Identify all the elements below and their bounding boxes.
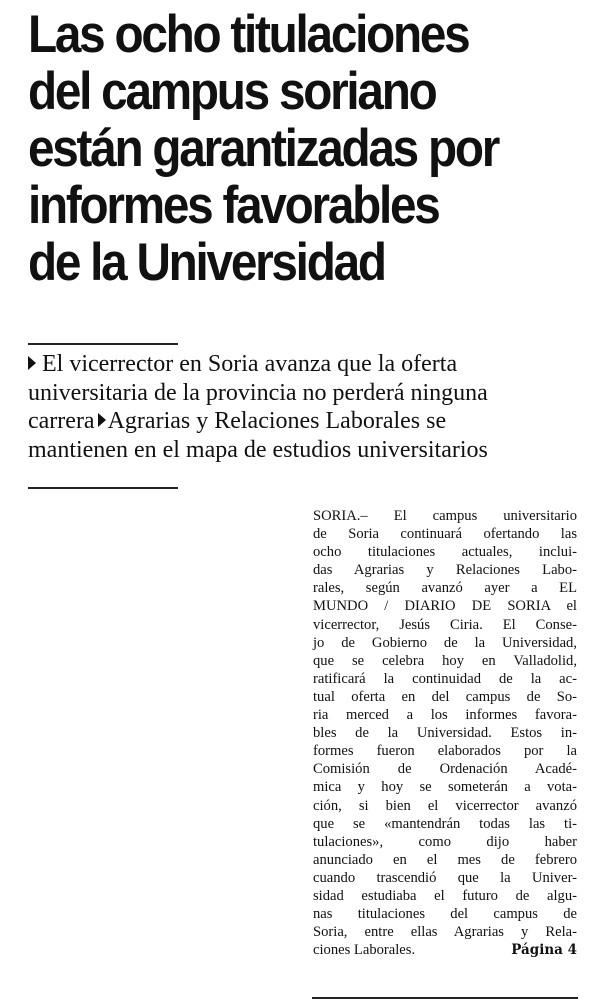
headline-line: del campus soriano [28,62,436,121]
headline-line: están garantizadas por [28,119,499,178]
body-line: ria merced a los informes favora- [313,707,577,724]
headline-line: de la Universidad [28,233,385,292]
body-line: cuando trascendió que la Univer- [313,869,577,886]
subheadline [28,350,588,464]
article-body [313,507,577,959]
body-line: que se celebra hoy en Valladolid, [313,652,577,669]
headline [28,6,532,291]
body-line: bles de la Universidad. Estos in- [313,725,577,742]
body-line: Comisión de Ordenación Acadé- [313,761,577,778]
body-line: sidad estudiaba el futuro de algu- [313,887,577,904]
subhead-text: carrera [28,408,95,434]
body-line: ratificará la continuidad de la ac- [313,670,577,687]
headline-line: informes favorables [28,176,439,235]
body-line: anunciado en el mes de febrero [313,851,577,868]
body-line-last [313,941,577,959]
body-line: tulaciones», como dijo haber [313,833,577,850]
divider-bottom [312,997,578,999]
divider-top [28,343,178,345]
body-line: tual oferta en del campus de So- [313,688,577,705]
subhead-line: mantienen en el mapa de estudios universitarios [28,436,488,463]
body-line: mica y hoy se someterán a vota- [313,779,577,796]
body-line: vicerrector, Jesús Ciria. El Conse- [313,616,577,633]
subhead-text: El vicerrector en Soria avanza que la oferta [42,351,458,377]
triangle-bullet-icon [98,413,106,427]
body-line: MUNDO / DIARIO DE SORIA el [313,598,577,615]
body-line-end: ciones Laborales. [313,942,416,959]
triangle-bullet-icon [28,356,36,370]
body-line: das Agrarias y Relaciones Labo- [313,562,577,579]
body-line: que se «mantendrán todas las ti- [313,815,577,832]
body-line: jo de Gobierno de la Universidad, [313,634,577,651]
body-line: Soria, entre ellas Agrarias y Rela- [313,924,577,941]
page-reference-link[interactable]: Página 4 [511,942,577,959]
subhead-line [28,350,588,379]
body-line: formes fueron elaborados por la [313,743,577,760]
body-line: ción, si bien el vicerrector avanzó [313,797,577,814]
subhead-line: universitaria de la provincia no perderá ninguna [28,379,488,406]
body-line: nas titulaciones del campus de [313,906,577,923]
subhead-line [28,407,588,436]
body-line: SORIA.– El campus universitario [313,508,577,524]
body-line: ocho titulaciones actuales, inclui- [313,544,577,561]
body-line: de Soria continuará ofertando las [313,526,577,543]
headline-line: Las ocho titulaciones [28,5,469,64]
body-line: rales, según avanzó ayer a EL [313,580,577,597]
divider-middle [28,487,178,489]
subhead-text: Agrarias y Relaciones Laborales se [107,408,447,434]
